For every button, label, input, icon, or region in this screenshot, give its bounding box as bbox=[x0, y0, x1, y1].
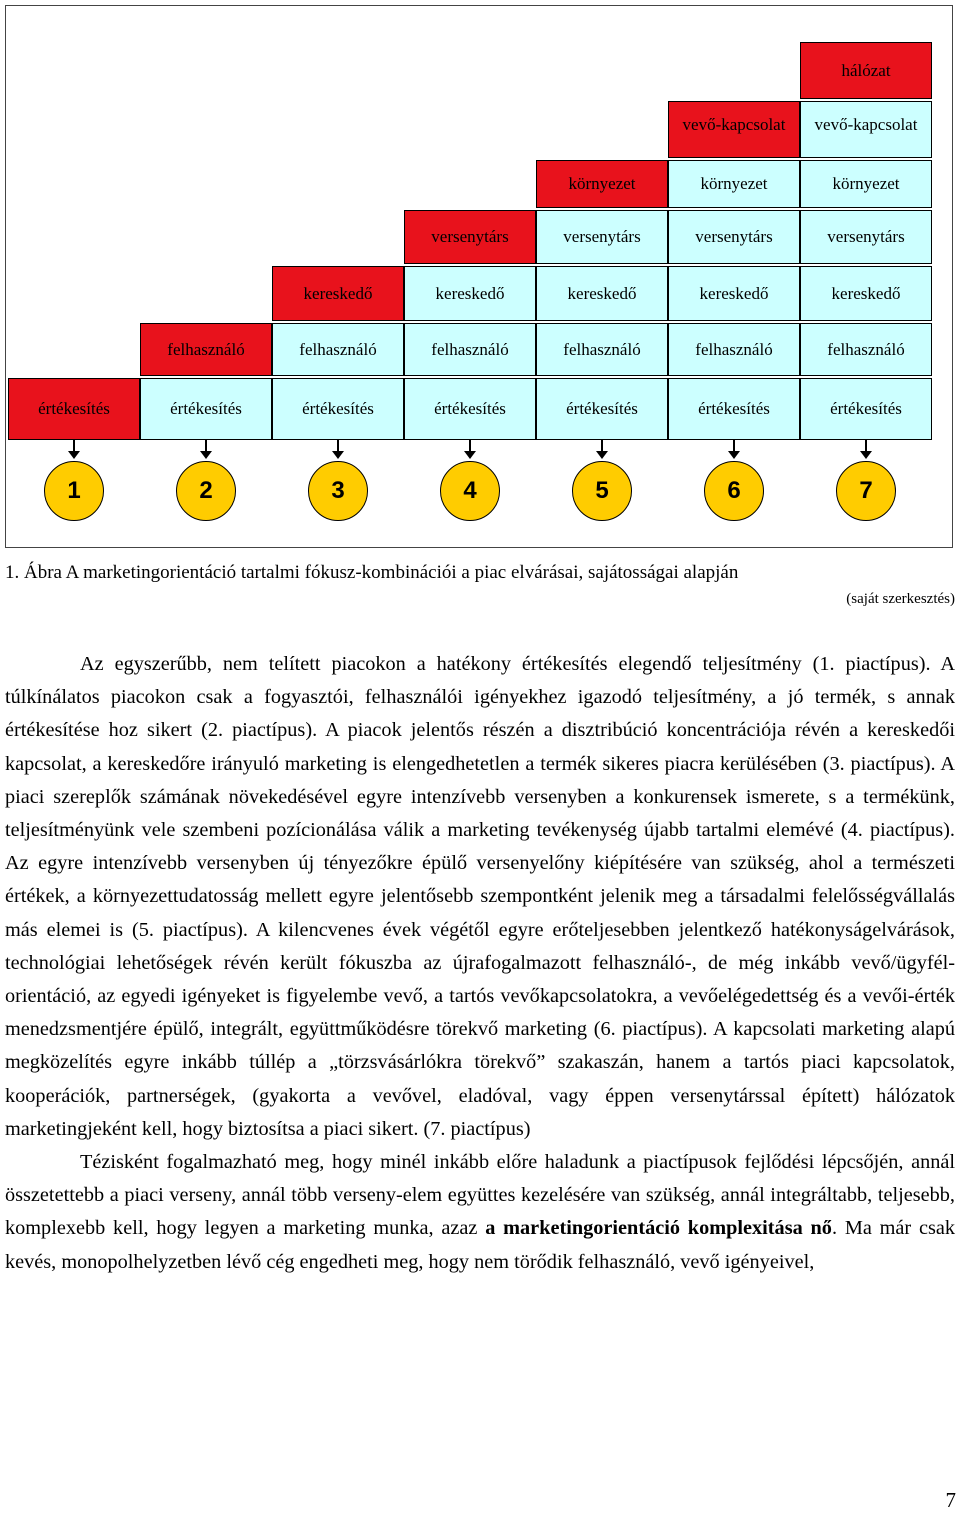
cell-2-7: értékesítés bbox=[140, 378, 272, 440]
paragraph-text: Az egyszerűbb, nem telített piacokon a hatékony értékesítés elegendő teljesítmény (1. piactípus). A túlkínálatos piacokon csak a fogyasztói, felhasználói igényekhez igazodó teljesítmény, a jó termék, s annak értékesítése hoz sikert (2. piactípus). A piacok jelentős részén a disztribúció koncentrációja révén a kereskedői kapcsolat, a kereskedőre irányuló marketing is elengedhetetlen a termék sikeres piacra kerülésében (3. piactípus). A piaci szereplők számának növekedésével egyre intenzívebb versenyben a konkurensek ismerete, s a termékünk, teljesítményünk vele szembeni pozícionálása válik a marketing tevékenység újabb tartalmi elemévé (4. piactípus). Az egyre intenzívebb versenyben új tényezőkre épülő versenyelőny kiépítésére van szükség, ahol a természeti értékek, a környezettudatosság mellett egyre jelentősebb szempontként jelenik meg a társadalmi felelősségvállalás más elemei is (5. piactípus). A kilencvenes évek végétől egyre erőteljesebben jelentkező hatékonyságelvárások, technológiai lehetőségek révén került fókuszba az újrafogalmazott felhasználó-, de még inkább vevő/ügyfél-orientáció, az egyedi igényeket is figyelembe vevő, a tartós vevőkapcsolatokra, a vevőelégedettség és a vevői-érték menedzsmentjére épülő, integrált, együttműködésre törekvő marketing (6. piactípus). A kapcsolati marketing alapú megközelítés egyre inkább túllép a „törzsvásárlókra törekvő” szakaszán, hanem a tartós piaci kapcsolatok, kooperációk, partnerségek, (gyakorta a vevővel, eladóval, vagy éppen versenytárssal épített) hálózatok marketingjeként kell, hogy biztosítsa a piaci sikert. (7. piactípus) bbox=[5, 653, 955, 1140]
cell-4-5: kereskedő bbox=[404, 266, 536, 321]
cell-5-7: értékesítés bbox=[536, 378, 668, 440]
cell-7-4: versenytárs bbox=[800, 210, 932, 264]
market-type-node-3: 3 bbox=[308, 461, 368, 521]
paragraph-text: . Ma már csak kevés, monopolhelyzetben lévő cég engedheti meg, hogy nem törődik felhasználó, vevő igényeivel, bbox=[5, 1217, 956, 1273]
cell-7-1: hálózat bbox=[800, 42, 932, 99]
figure-frame bbox=[5, 5, 953, 548]
paragraph-text: Tézisként fogalmazható meg, hogy minél inkább előre haladunk a piactípusok fejlődési lépcsőjén, annál összetettebb a piaci verseny, annál több verseny-elem együttes kezelésére van szükség, annál integráltabb, teljesebb, komplexebb kell, hogy legyen a marketing munka, azaz bbox=[5, 1151, 955, 1240]
cell-7-6: felhasználó bbox=[800, 323, 932, 376]
cell-6-2 bbox=[668, 101, 800, 158]
cell-6-5: kereskedő bbox=[668, 266, 800, 321]
cell-4-6: felhasználó bbox=[404, 323, 536, 376]
cell-7-5: kereskedő bbox=[800, 266, 932, 321]
page-number: 7 bbox=[945, 1488, 956, 1512]
market-type-node-4: 4 bbox=[440, 461, 500, 521]
cell-5-4: versenytárs bbox=[536, 210, 668, 264]
cell-3-5: kereskedő bbox=[272, 266, 404, 321]
cell-4-7: értékesítés bbox=[404, 378, 536, 440]
cell-7-2 bbox=[800, 101, 932, 158]
cell-5-5: kereskedő bbox=[536, 266, 668, 321]
cell-2-6: felhasználó bbox=[140, 323, 272, 376]
paragraph bbox=[5, 1146, 955, 1279]
cell-5-6: felhasználó bbox=[536, 323, 668, 376]
cell-7-7: értékesítés bbox=[800, 378, 932, 440]
figure-caption: 1. Ábra A marketingorientáció tartalmi fókusz-kombinációi a piac elvárásai, sajátosságai alapján bbox=[5, 562, 739, 583]
paragraph bbox=[5, 648, 955, 1146]
cell-7-3: környezet bbox=[800, 160, 932, 208]
market-type-node-2: 2 bbox=[176, 461, 236, 521]
market-type-node-7: 7 bbox=[836, 461, 896, 521]
cell-6-6: felhasználó bbox=[668, 323, 800, 376]
market-type-node-1: 1 bbox=[44, 461, 104, 521]
market-type-node-5: 5 bbox=[572, 461, 632, 521]
cell-label: vevő-kapcsolat bbox=[682, 115, 786, 134]
cell-6-3: környezet bbox=[668, 160, 800, 208]
cell-4-4: versenytárs bbox=[404, 210, 536, 264]
emphasis-text: a marketingorientáció komplexitása nő bbox=[485, 1217, 832, 1240]
market-type-node-6: 6 bbox=[704, 461, 764, 521]
cell-1-7: értékesítés bbox=[8, 378, 140, 440]
cell-3-6: felhasználó bbox=[272, 323, 404, 376]
cell-3-7: értékesítés bbox=[272, 378, 404, 440]
cell-6-7: értékesítés bbox=[668, 378, 800, 440]
body-text bbox=[5, 648, 955, 1279]
figure-source: (saját szerkesztés) bbox=[846, 591, 955, 607]
cell-6-4: versenytárs bbox=[668, 210, 800, 264]
cell-5-3: környezet bbox=[536, 160, 668, 208]
cell-label: vevő-kapcsolat bbox=[814, 115, 918, 134]
